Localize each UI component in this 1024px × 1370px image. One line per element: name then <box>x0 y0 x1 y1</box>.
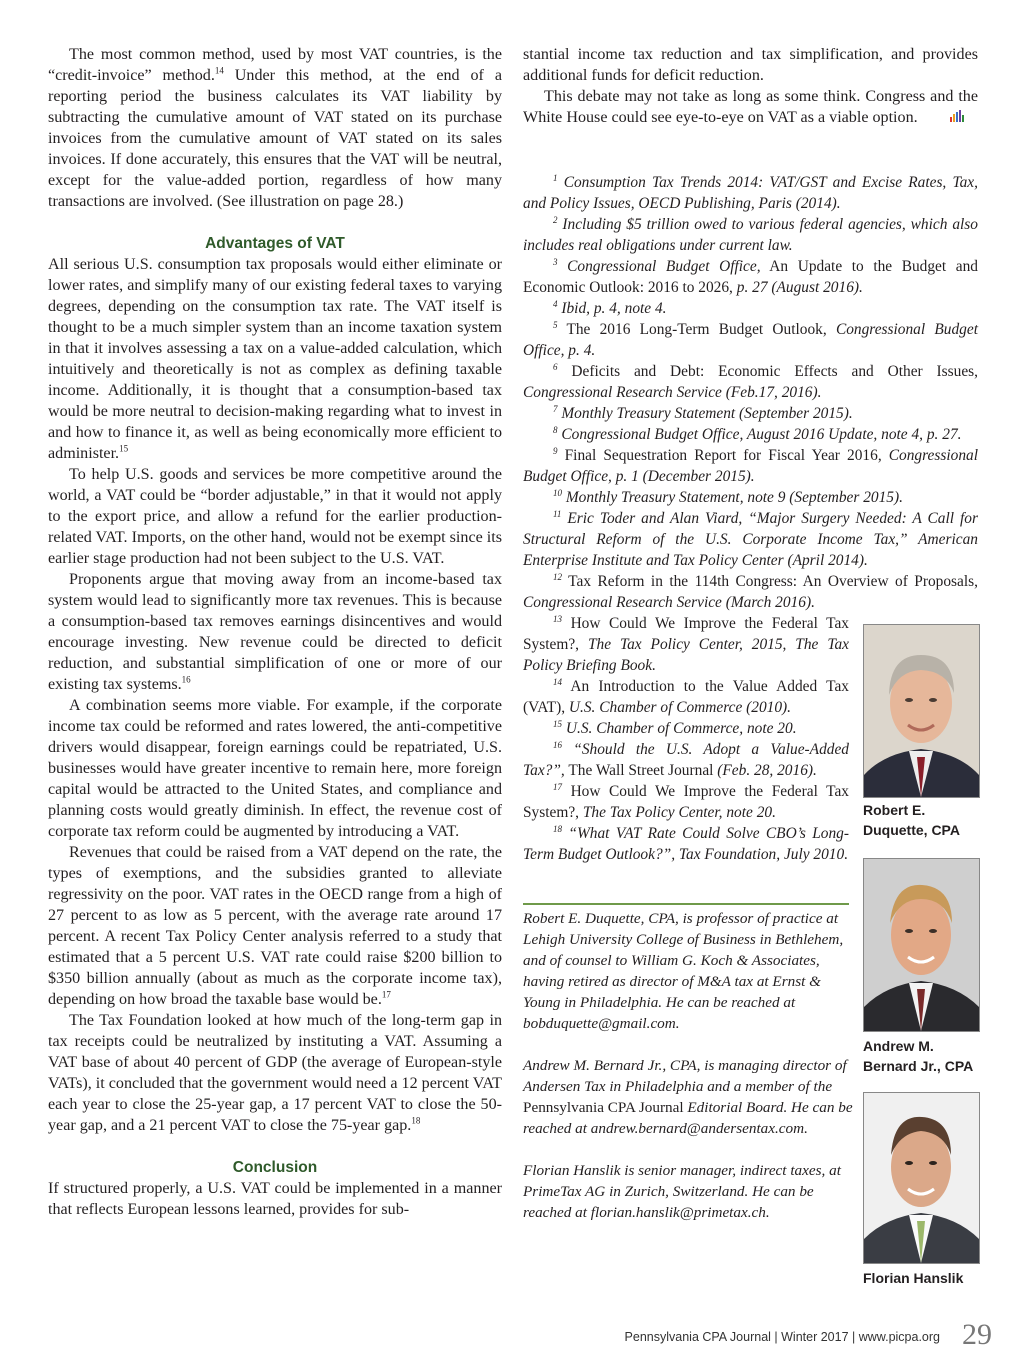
caption-hanslik: Florian Hanslik <box>863 1270 964 1286</box>
footnote <box>523 319 978 361</box>
footnote-text: Monthly Treasury Statement (September 2015). <box>561 405 853 422</box>
caption-bernard <box>863 1036 973 1076</box>
caption-line: Andrew M. <box>863 1038 934 1054</box>
footnote-ref: 14 <box>214 65 224 76</box>
paragraph <box>48 44 502 212</box>
footnotes-continued <box>523 613 849 865</box>
text: The Tax Foundation looked at how much of the long-term gap in tax receipts could be neutralized by instituting a VAT. Assuming a VAT base of about 40 percent of GDP (the average of European-style VATs), it concluded that the government would need a 12 percent VAT each year to close the 25-year gap, a 17 percent VAT to close the 50-year gap, and a 21 percent VAT to close the 75-year gap. <box>48 1012 502 1134</box>
footnote-text: Final Sequestration Report for Fiscal Year 2016, <box>564 447 889 464</box>
footnote-text: Congressional Research Service (March 2016). <box>523 594 815 611</box>
footer-text: Pennsylvania CPA Journal | Winter 2017 | www.picpa.org <box>624 1330 940 1344</box>
footnote <box>523 487 978 508</box>
footnote <box>523 718 849 739</box>
footnote-text: Consumption Tax Trends 2014: VAT/GST and Excise Rates, Tax, and Policy Issues, OECD Publishing, Paris (2014). <box>523 174 978 212</box>
footnote-number: 15 <box>553 718 562 729</box>
paragraph <box>48 254 502 464</box>
footnote-text: Congressional Budget Office, p. 4. <box>523 321 978 359</box>
footnote-text: U.S. Chamber of Commerce (2010). <box>568 699 792 716</box>
caption-line: Bernard Jr., CPA <box>863 1058 974 1074</box>
text: Under this method, at the end of a reporting period the business calculates its VAT liability by subtracting the cumulative amount of VAT stated on its purchase invoices from the cumulative amount of VAT stated on its sales invoices. If done accurately, this ensures that the VAT will be neutral, except for the value-added portion, regardless of how many transactions are involved. (See illustration on page 28.) <box>48 67 502 210</box>
footnote <box>523 214 978 256</box>
footnote-text: Congressional Budget Office, August 2016 Update, note 4, p. 27. <box>561 426 962 443</box>
paragraph: stantial income tax reduction and tax simplification, and provides additional funds for deficit reduction. <box>523 46 978 84</box>
footnote <box>523 298 978 319</box>
caption-duquette <box>863 800 960 840</box>
footnote-number: 6 <box>553 361 558 372</box>
footnote <box>523 361 978 403</box>
footnote <box>523 823 849 865</box>
footnote-text: Including $5 trillion owed to various federal agencies, which also includes real obligations under current law. <box>523 216 978 254</box>
footnote-text: An Update to the Budget and Economic Outlook: 2016 to 2026, <box>523 258 978 296</box>
bio-duquette: Robert E. Duquette, CPA, is professor of practice at Lehigh University College of Business in Bethlehem, and of counsel to William G. Koch & Associates, having retired as director of M&A tax at Ernst & Young in Philadelphia. He can be reached at bobduquette@gmail.com. <box>523 910 844 1032</box>
footnote <box>523 424 978 445</box>
footnote-number: 3 <box>553 256 558 267</box>
author-bios <box>523 908 853 1244</box>
footnote <box>523 256 978 298</box>
footnotes <box>523 172 978 613</box>
footnote-number: 16 <box>553 739 562 750</box>
text: Andrew M. Bernard Jr., CPA, is managing director of Andersen Tax in Philadelphia and a member of the <box>523 1057 847 1095</box>
footnote-ref: 17 <box>381 989 391 1000</box>
bio-bernard <box>523 1055 853 1139</box>
footnote-text: How Could We Improve the Federal Tax System?, <box>523 615 849 653</box>
footnote-text: How Could We Improve the Federal Tax System?, <box>523 783 849 821</box>
footnote-text: “What VAT Rate Could Solve CBO’s Long-Term Budget Outlook?”, Tax Foundation, July 2010. <box>523 825 849 863</box>
footnote-text: Congressional Budget Office, <box>567 258 761 275</box>
footnote-number: 8 <box>553 424 558 435</box>
paragraph <box>48 569 502 695</box>
caption-line: Robert E. <box>863 802 926 818</box>
footnote-text: “Should the U.S. Adopt a Value-Added Tax?”, <box>523 741 849 779</box>
footnote-text: Ibid, p. 4, note 4. <box>561 300 667 317</box>
footnote-number: 9 <box>553 445 558 456</box>
footnote-number: 17 <box>553 781 562 792</box>
footnote <box>523 445 978 487</box>
text: The most common method, used by most VAT countries, is the “credit-invoice” method. <box>48 46 502 84</box>
footnote-ref: 16 <box>181 674 191 685</box>
footnote <box>523 739 849 781</box>
footnote <box>523 403 978 424</box>
footnote-number: 7 <box>553 403 558 414</box>
right-column <box>523 44 978 129</box>
text: This debate may not take as long as some think. Congress and the White House could see eye-to-eye on VAT as a viable option. <box>523 88 978 126</box>
page-number: 29 <box>962 1318 992 1351</box>
footnote-text: Congressional Budget Office, p. 1 (December 2015). <box>523 447 978 485</box>
footnote-number: 12 <box>553 571 562 582</box>
divider <box>523 903 849 905</box>
paragraph <box>48 1010 502 1136</box>
footnote-text: Eric Toder and Alan Viard, “Major Surgery Needed: A Call for Structural Reform of the U.S. Corporate Income Tax,” American Enterprise Institute and Tax Policy Center (April 2014). <box>523 510 978 569</box>
photo-duquette <box>863 624 980 798</box>
footnote <box>523 508 978 571</box>
footnote-number: 10 <box>553 487 562 498</box>
page-footer <box>0 1318 1024 1352</box>
footnote-text: The Tax Policy Center, note 20. <box>582 804 776 821</box>
caption-line: Duquette, CPA <box>863 822 960 838</box>
footnote-number: 14 <box>553 676 562 687</box>
text: Revenues that could be raised from a VAT depend on the rate, the types of exemptions, and the subsidies granted to alleviate regressivity on the poor. VAT rates in the OECD range from a high of 27 percent to as low as 5 percent, with the average rate around 17 percent. A recent Tax Policy Center analysis referred to a study that estimated that a 5 percent U.S. VAT rate could raise $200 billion to $350 billion annually (about as much as the corporate income tax), depending on how broad the taxable base would be. <box>48 844 502 1008</box>
text: Proponents argue that moving away from an income-based tax system would lead to significantly more tax revenues. This is because a consumption-based tax removes earnings disincentives and would encourage investing. New revenue could be directed to deficit reduction, and substantial simplification of one or more of our existing tax systems. <box>48 571 502 693</box>
photo-bernard <box>863 858 980 1032</box>
photo-hanslik <box>863 1092 980 1264</box>
text: Editorial Board. He can be reached at andrew.bernard@andersentax.com. <box>523 1099 853 1137</box>
footnote-text: The Tax Policy Center, 2015, The Tax Policy Briefing Book. <box>523 636 849 674</box>
footnote-text: Deficits and Debt: Economic Effects and Other Issues, <box>571 363 978 380</box>
footnote <box>523 781 849 823</box>
paragraph: To help U.S. goods and services be more competitive around the world, a VAT could be “border adjustable,” in that it would not apply to the export price, and allow a refund for the earlier production-related VAT. Imports, on the other hand, would not be exempt since its earlier stage production had not been subject to the U.S. VAT. <box>48 466 502 567</box>
paragraph: A combination seems more viable. For example, if the corporate income tax could be reformed and rates lowered, the anti-competitive drivers would disappear, foreign earnings could be repatriated, U.S. businesses would have greater incentive to remain here, more foreign capital would be attracted to the United States, and compliance and planning costs would greatly diminish. In effect, the revenue cost of corporate tax reform could be augmented by introducing a VAT. <box>48 697 502 840</box>
footnote <box>523 571 978 613</box>
footnote <box>523 613 849 676</box>
section-heading: Advantages of VAT <box>205 235 345 252</box>
footnote-number: 11 <box>553 508 562 519</box>
end-mark-icon <box>928 108 967 129</box>
footnote-text: Congressional Research Service (Feb.17, 2016). <box>523 384 822 401</box>
footnote-text: The Wall Street Journal <box>564 762 718 779</box>
paragraph <box>523 86 978 129</box>
footnote-number: 13 <box>553 613 562 624</box>
footnote <box>523 676 849 718</box>
footnote-ref: 18 <box>411 1115 421 1126</box>
text: All serious U.S. consumption tax proposals would either eliminate or lower rates, and simplify many of our existing federal taxes to varying degrees, depending on the consumption tax rate. The VAT itself is thought to be a much simpler system than an income taxation system in that it involves assessing a tax on a value-added calculation, which intuitively and theoretically is not as complex as defining taxable income. Additionally, it is thought that a consumption-based tax would be more neutral to decision-making regarding what to invest in and how to finance it, as well as being economically more efficient to administer. <box>48 256 502 462</box>
footnote-text: Tax Reform in the 114th Congress: An Overview of Proposals, <box>568 573 978 590</box>
section-heading: Conclusion <box>232 1159 318 1176</box>
footnote-text: U.S. Chamber of Commerce, note 20. <box>565 720 797 737</box>
footnote-text: (Feb. 28, 2016). <box>717 762 817 779</box>
left-column <box>48 44 502 1220</box>
footnote-number: 5 <box>553 319 558 330</box>
footnote-text: The 2016 Long-Term Budget Outlook, <box>566 321 836 338</box>
journal-name: Pennsylvania CPA Journal <box>523 1099 684 1116</box>
footnote-number: 2 <box>553 214 558 225</box>
footnote-number: 1 <box>553 172 558 183</box>
paragraph: If structured properly, a U.S. VAT could be implemented in a manner that reflects European lessons learned, provides for sub- <box>48 1180 502 1218</box>
footnote-number: 4 <box>553 298 558 309</box>
bio-hanslik: Florian Hanslik is senior manager, indirect taxes, at PrimeTax AG in Zurich, Switzerland. He can be reached at florian.hanslik@primetax.ch. <box>523 1162 841 1221</box>
footnote-text: p. 27 (August 2016). <box>736 279 863 296</box>
footnote <box>523 172 978 214</box>
footnote-text: An Introduction to the Value Added Tax (VAT), <box>523 678 849 716</box>
paragraph <box>48 842 502 1010</box>
footnote-number: 18 <box>553 823 562 834</box>
footnote-text: Monthly Treasury Statement, note 9 (September 2015). <box>565 489 903 506</box>
footnote-ref: 15 <box>119 443 129 454</box>
